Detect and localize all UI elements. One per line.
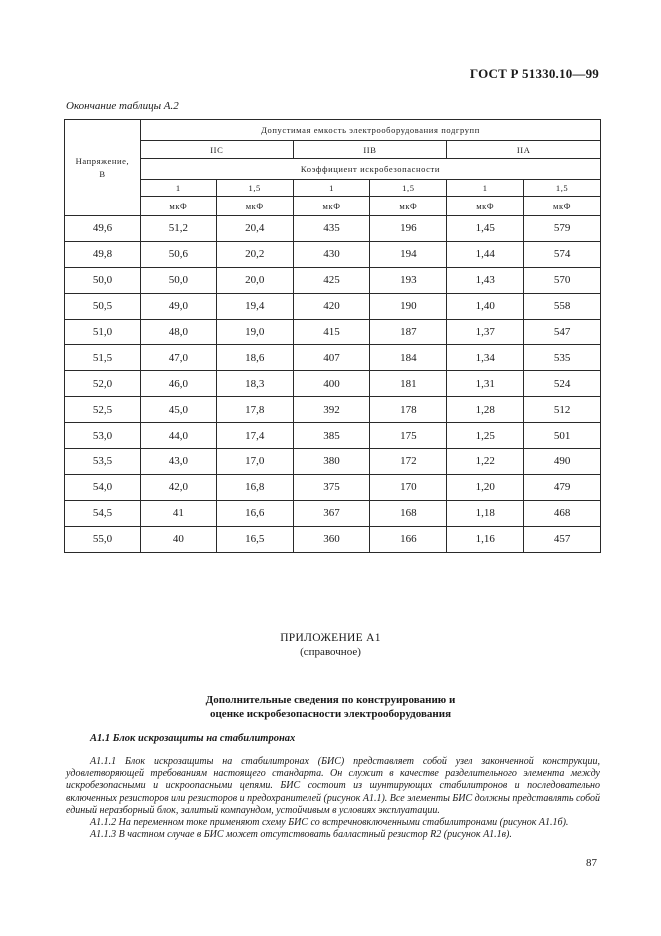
voltage-header-line2: В: [99, 168, 106, 179]
capacity-cell: 574: [524, 241, 601, 267]
table-row: [65, 319, 601, 345]
document-code-header: ГОСТ Р 51330.10—99: [469, 66, 599, 81]
unit-cell: мкФ: [524, 197, 601, 216]
capacity-cell: 1,45: [447, 216, 524, 242]
capacity-cell: 360: [293, 526, 370, 552]
capacity-cell: 1,25: [447, 423, 524, 449]
capacity-cell: 178: [370, 397, 447, 423]
capacity-cell: 547: [524, 319, 601, 345]
capacity-cell: 18,6: [216, 345, 293, 371]
coef-cell: 1,5: [370, 180, 447, 197]
capacity-cell: 1,18: [447, 500, 524, 526]
table-row: [65, 371, 601, 397]
capacity-cell: 43,0: [140, 449, 216, 475]
unit-cell: мкФ: [370, 197, 447, 216]
voltage-cell: 53,5: [65, 449, 141, 475]
capacity-cell: 50,6: [140, 241, 216, 267]
capacity-table: [64, 119, 601, 553]
capacity-cell: 190: [370, 293, 447, 319]
capacity-cell: 19,4: [216, 293, 293, 319]
capacity-cell: 415: [293, 319, 370, 345]
capacity-cell: 479: [524, 474, 601, 500]
paragraph: А1.1.3 В частном случае в БИС может отсутствовать балластный резистор R2 (рисунок А1.1в).: [90, 829, 512, 841]
voltage-cell: 52,5: [65, 397, 141, 423]
capacity-cell: 570: [524, 267, 601, 293]
table-row: [65, 526, 601, 552]
capacity-cell: 51,2: [140, 216, 216, 242]
capacity-cell: 1,31: [447, 371, 524, 397]
page-number: 87: [586, 857, 597, 869]
capacity-cell: 168: [370, 500, 447, 526]
capacity-cell: 172: [370, 449, 447, 475]
capacity-cell: 46,0: [140, 371, 216, 397]
paragraph: А1.1.1 Блок искрозащиты на стабилитронах (БИС) представляет собой узел законченной конструкции, удовлетворяющей требованиям настоящего стандарта. Он служит в качестве разделительного элемента между искробезопасными и искроопасными цепями. БИС состоит из шунтирующих стабилитронов и последовательно включенных резисторов или резисторов и предохранителей (рисунок А1.1). Все элементы БИС должны представлять собой единый неразборный блок, залитый компаундом, устойчивым в условиях эксплуатации.: [66, 756, 600, 816]
capacity-cell: 425: [293, 267, 370, 293]
capacity-cell: 166: [370, 526, 447, 552]
coef-cell: 1,5: [216, 180, 293, 197]
table-row: [65, 500, 601, 526]
table-row: [65, 449, 601, 475]
table-row: [65, 345, 601, 371]
table-caption: Окончание таблицы А.2: [66, 100, 179, 112]
capacity-cell: 430: [293, 241, 370, 267]
voltage-header-line1: Напряжение,: [75, 155, 130, 166]
voltage-cell: 51,0: [65, 319, 141, 345]
capacity-cell: 18,3: [216, 371, 293, 397]
capacity-cell: 1,43: [447, 267, 524, 293]
coef-cell: 1: [293, 180, 370, 197]
voltage-cell: 51,5: [65, 345, 141, 371]
capacity-cell: 501: [524, 423, 601, 449]
capacity-cell: 170: [370, 474, 447, 500]
capacity-cell: 1,22: [447, 449, 524, 475]
table-row: [65, 267, 601, 293]
capacity-cell: 20,2: [216, 241, 293, 267]
capacity-cell: 16,8: [216, 474, 293, 500]
voltage-cell: 52,0: [65, 371, 141, 397]
table-body: [65, 216, 601, 553]
capacity-cell: 1,20: [447, 474, 524, 500]
capacity-cell: 175: [370, 423, 447, 449]
capacity-cell: 184: [370, 345, 447, 371]
capacity-cell: 380: [293, 449, 370, 475]
capacity-cell: 535: [524, 345, 601, 371]
capacity-cell: 420: [293, 293, 370, 319]
table-row: [65, 423, 601, 449]
voltage-cell: 54,5: [65, 500, 141, 526]
capacity-cell: 457: [524, 526, 601, 552]
section-heading-line2: оценке искробезопасности электрооборудования: [209, 708, 452, 720]
group-header-iia: IIA: [447, 141, 601, 159]
capacity-cell: 194: [370, 241, 447, 267]
capacity-cell: 558: [524, 293, 601, 319]
capacity-cell: 524: [524, 371, 601, 397]
capacity-cell: 45,0: [140, 397, 216, 423]
capacity-cell: 49,0: [140, 293, 216, 319]
capacity-cell: 20,0: [216, 267, 293, 293]
capacity-cell: 16,6: [216, 500, 293, 526]
capacity-cell: 17,4: [216, 423, 293, 449]
unit-cell: мкФ: [216, 197, 293, 216]
coef-cell: 1: [447, 180, 524, 197]
table-row: [65, 241, 601, 267]
table-row: [65, 216, 601, 242]
capacity-cell: 193: [370, 267, 447, 293]
capacity-cell: 407: [293, 345, 370, 371]
capacity-cell: 400: [293, 371, 370, 397]
capacity-cell: 579: [524, 216, 601, 242]
capacity-cell: 435: [293, 216, 370, 242]
coef-cell: 1,5: [524, 180, 601, 197]
capacity-cell: 385: [293, 423, 370, 449]
capacity-cell: 19,0: [216, 319, 293, 345]
table-row: [65, 397, 601, 423]
table-row: [65, 474, 601, 500]
capacity-cell: 181: [370, 371, 447, 397]
capacity-cell: 1,34: [447, 345, 524, 371]
group-header-iib: IIB: [293, 141, 447, 159]
table-row: [65, 293, 601, 319]
voltage-cell: 54,0: [65, 474, 141, 500]
body-text: [66, 756, 600, 841]
capacity-cell: 42,0: [140, 474, 216, 500]
voltage-cell: 53,0: [65, 423, 141, 449]
coefficient-header: Коэффициент искробезопасности: [140, 159, 600, 180]
subsection-heading: А1.1 Блок искрозащиты на стабилитронах: [90, 733, 296, 744]
capacity-cell: 20,4: [216, 216, 293, 242]
capacity-cell: 468: [524, 500, 601, 526]
capacity-cell: 187: [370, 319, 447, 345]
capacity-cell: 490: [524, 449, 601, 475]
capacity-cell: 47,0: [140, 345, 216, 371]
capacity-cell: 1,37: [447, 319, 524, 345]
capacity-cell: 16,5: [216, 526, 293, 552]
capacity-cell: 367: [293, 500, 370, 526]
voltage-cell: 50,0: [65, 267, 141, 293]
voltage-header: [65, 120, 141, 216]
capacity-cell: 17,8: [216, 397, 293, 423]
capacity-cell: 17,0: [216, 449, 293, 475]
section-heading-line1: Дополнительные сведения по конструированию и: [205, 694, 456, 706]
capacity-cell: 40: [140, 526, 216, 552]
capacity-header: Допустимая емкость электрооборудования подгрупп: [140, 120, 600, 141]
capacity-cell: 1,44: [447, 241, 524, 267]
unit-cell: мкФ: [447, 197, 524, 216]
capacity-cell: 48,0: [140, 319, 216, 345]
unit-cell: мкФ: [293, 197, 370, 216]
paragraph: А1.1.2 На переменном токе применяют схему БИС со встречновключенными стабилитронами (рисунок А1.1б).: [90, 817, 569, 829]
coef-cell: 1: [140, 180, 216, 197]
capacity-cell: 44,0: [140, 423, 216, 449]
capacity-cell: 50,0: [140, 267, 216, 293]
voltage-cell: 55,0: [65, 526, 141, 552]
group-header-iic: IIC: [140, 141, 293, 159]
voltage-cell: 49,8: [65, 241, 141, 267]
voltage-cell: 50,5: [65, 293, 141, 319]
unit-cell: мкФ: [140, 197, 216, 216]
section-heading: [0, 693, 661, 721]
capacity-cell: 1,16: [447, 526, 524, 552]
capacity-cell: 375: [293, 474, 370, 500]
capacity-cell: 1,40: [447, 293, 524, 319]
capacity-cell: 196: [370, 216, 447, 242]
capacity-cell: 41: [140, 500, 216, 526]
capacity-cell: 1,28: [447, 397, 524, 423]
capacity-cell: 512: [524, 397, 601, 423]
capacity-cell: 392: [293, 397, 370, 423]
voltage-cell: 49,6: [65, 216, 141, 242]
appendix-subtitle: (справочное): [300, 646, 361, 658]
appendix-title: ПРИЛОЖЕНИЕ А1: [280, 632, 381, 644]
